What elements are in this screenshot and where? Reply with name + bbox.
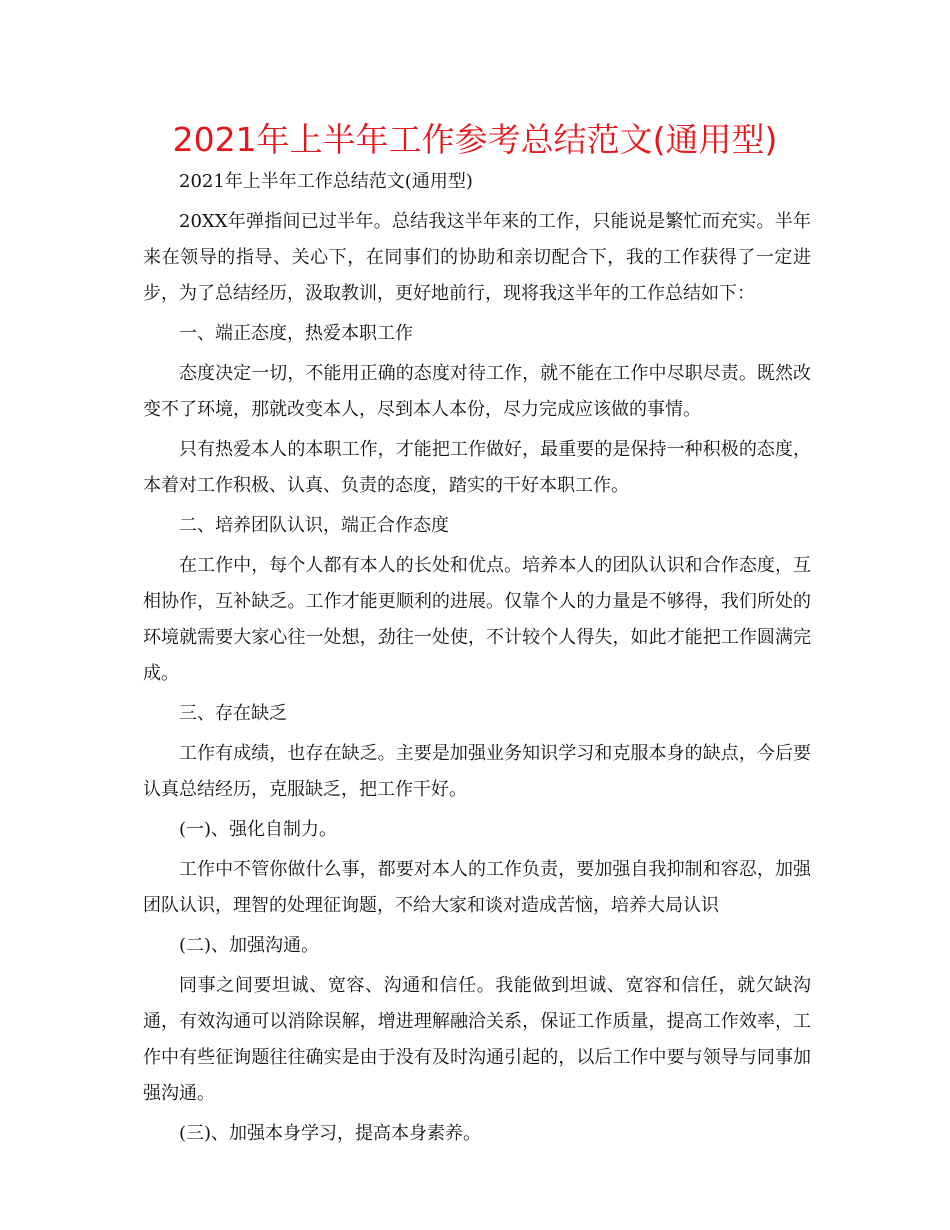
subsection-heading-3: (三)、加强本身学习，提高本身素养。 [179,1123,482,1144]
document-title: 2021年上半年工作参考总结范文(通用型) [172,120,778,159]
section-heading-2: 二、培养团队认识，端正合作态度 [179,515,449,536]
body-paragraph: 态度决定一切，不能用正确的态度对待工作，就不能在工作中尽职尽责。既然改变不了环境，那就改变本人，尽到本人本份，尽力完成应该做的事情。 [143,363,811,420]
section-heading-3: 三、存在缺乏 [179,703,287,724]
section-heading-1: 一、端正态度，热爱本职工作 [179,323,413,344]
document-body [143,164,811,1156]
body-paragraph: 工作有成绩，也存在缺乏。主要是加强业务知识学习和克服本身的缺点，今后要认真总结经历，克服缺乏，把工作干好。 [143,743,811,800]
subsection-heading-1: (一)、强化自制力。 [179,819,338,840]
body-paragraph: 在工作中，每个人都有本人的长处和优点。培养本人的团队认识和合作态度，互相协作，互补缺乏。工作才能更顺利的进展。仅靠个人的力量是不够得，我们所处的环境就需要大家心往一处想，劲往一处使，不计较个人得失，如此才能把工作圆满完成。 [143,555,811,684]
intro-paragraph: 20XX年弹指间已过半年。总结我这半年来的工作，只能说是繁忙而充实。半年来在领导的指导、关心下，在同事们的协助和亲切配合下，我的工作获得了一定进步，为了总结经历，汲取教训，更好地前行，现将我这半年的工作总结如下： [143,211,811,304]
subtitle-paragraph: 2021年上半年工作总结范文(通用型) [179,171,473,192]
body-paragraph: 工作中不管你做什么事，都要对本人的工作负责，要加强自我抑制和容忍，加强团队认识，理智的处理征询题，不给大家和谈对造成苦恼，培养大局认识 [143,859,811,916]
subsection-heading-2: (二)、加强沟通。 [179,935,320,956]
body-paragraph: 同事之间要坦诚、宽容、沟通和信任。我能做到坦诚、宽容和信任，就欠缺沟通，有效沟通可以消除误解，增进理解融洽关系，保证工作质量，提高工作效率，工作中有些征询题往往确实是由于没有及时沟通引起的，以后工作中要与领导与同事加强沟通。 [143,975,811,1104]
body-paragraph: 只有热爱本人的本职工作，才能把工作做好，最重要的是保持一种积极的态度，本着对工作积极、认真、负责的态度，踏实的干好本职工作。 [143,439,811,496]
